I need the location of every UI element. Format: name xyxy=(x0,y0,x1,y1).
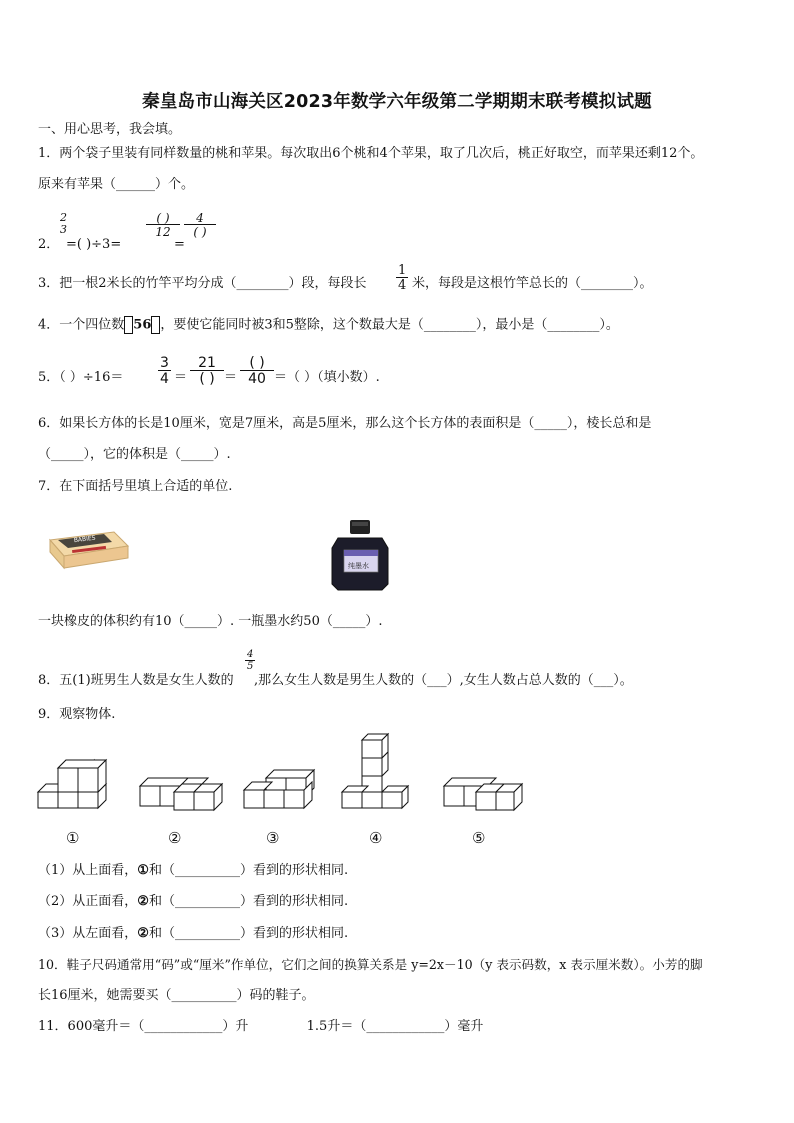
cube-figure-5 xyxy=(444,778,522,810)
question-6-line-1: 6．如果长方体的长是10厘米，宽是7厘米，高是5厘米，那么这个长方体的表面积是（_____），棱长总和是 xyxy=(38,416,652,431)
question-1-line-1: 1．两个袋子里装有同样数量的桃和苹果。每次取出6个桃和4个苹果，取了几次后，桃正好取空，而苹果还剩12个。 xyxy=(38,146,704,161)
eraser-label: BABIES xyxy=(73,534,96,545)
cube-figure-3 xyxy=(244,770,314,808)
question-5-part-1: 5．（ ）÷16＝ xyxy=(38,370,124,385)
section-heading: 一、用心思考，我会填。 xyxy=(38,122,182,137)
figure-label-1: ① xyxy=(66,829,80,847)
question-3-part-1: 3．把一根2米长的竹竿平均分成（________）段，每段长 xyxy=(38,276,367,291)
question-1-line-2: 原来有苹果（______）个。 xyxy=(38,177,195,192)
question-2-fraction-1: 2 3 xyxy=(60,211,67,236)
eraser-image xyxy=(44,526,132,576)
question-4-part-1: 4．一个四位数 xyxy=(38,317,125,333)
ink-bottle-image xyxy=(330,518,390,592)
question-6-line-2: （_____），它的体积是（_____）. xyxy=(38,447,231,462)
cube-figures xyxy=(36,738,526,812)
question-3-fraction: $\frac{1}{4}$ xyxy=(398,263,407,293)
figure-label-2: ② xyxy=(168,829,182,847)
question-10-line-2: 长16厘米，她需要买（__________）码的鞋子。 xyxy=(38,988,315,1003)
digit-box-left xyxy=(124,316,133,334)
question-5-fraction-3: ( ) 40 xyxy=(240,356,274,386)
question-5-part-2: ＝（ ）（填小数）. xyxy=(274,370,380,385)
question-8-part-1: 8．五(1)班男生人数是女生人数的 xyxy=(38,673,234,688)
ink-label: 纯墨水 xyxy=(348,562,369,570)
question-7-line-2: 一块橡皮的体积约有10（_____）. 一瓶墨水约50（_____）. xyxy=(38,614,383,629)
question-2-fraction-3: 4 ( ) xyxy=(184,212,216,238)
figure-label-5: ⑤ xyxy=(472,829,486,847)
question-9-sub-3: （3）从左面看，②和（__________）看到的形状相同. xyxy=(38,926,349,941)
question-8-fraction: $\frac{4}{5}$ xyxy=(247,649,254,672)
question-11-part-2: 1.5升＝（____________）毫升 xyxy=(306,1019,484,1034)
question-9-sub-2: （2）从正面看，②和（__________）看到的形状相同. xyxy=(38,894,349,909)
question-8-part-2: ,那么女生人数是男生人数的（___）,女生人数占总人数的（___）。 xyxy=(254,673,633,688)
question-11 xyxy=(38,1018,483,1036)
cube-figure-2 xyxy=(140,778,222,810)
exam-page: 秦皇岛市山海关区2023年数学六年级第二学期期末联考模拟试题 一、用心思考，我会填。 1．两个袋子里装有同样数量的桃和苹果。每次取出6个桃和4个苹果，取了几次后，桃正好取空，而苹果还剩12个。 原来有苹果（______）个。 2． 2 3 =( )÷3= ( ) 12 = 4 ( ) 3．把一根2米长的竹竿平均分成（________）段，每段长 $\frac{1}{4}$ 米，每段是这根竹竿总长的（________）。 4．一个四位数 56 ，要使它能同时被3和5整除，这个数最大是（________），最小是（________）。 5．（ ）÷16＝ $\frac{3}{4}$ ＝ 21 ( ) ＝ ( ) 40 ＝（ ）（填小数）. 6．如果长方体的长是10厘米，宽是7厘米，高是5厘米，那么这个长方体的表面积是（_____），棱长总和是 （_____），它的体积是（_____）. 7．在下面括号里填上合适的单位. BABIES 纯墨水 一块橡皮的体积约有10（_____）. 一瓶墨水约50（_____）. 8．五(1)班男生人数是女生人数的 $\frac{4}{5}$ ,那么女生人数是男生人数的（___）,女生人数占总人数的（___）。 9．观察物体. ① ② ③ ④ ⑤ （1）从上面看，①和（__________）看到的形状相同. （2）从正面看，②和（__________）看到的形状相同. （3）从左面看，②和（__________）看到的形状相同. 10．鞋子尺码通常用“码”或“厘米”作单位，它们之间的换算关系是 y=2x－10（y 表示码数，x 表示厘米数）。小芳的脚 长16厘米，她需要买（__________）码的鞋子。 11．600毫升＝（____________）升 1.5升＝（____________）毫升 xyxy=(0,0,794,1123)
question-2-equals: = xyxy=(174,237,185,252)
cube-figure-4 xyxy=(342,734,408,808)
cube-figure-1 xyxy=(38,760,106,808)
figure-label-3: ③ xyxy=(266,829,280,847)
question-3-part-2: 米，每段是这根竹竿总长的（________）。 xyxy=(412,276,653,291)
question-7-line-1: 7．在下面括号里填上合适的单位. xyxy=(38,479,233,494)
question-2-number: 2． xyxy=(38,237,60,252)
question-10-line-1: 10．鞋子尺码通常用“码”或“厘米”作单位，它们之间的换算关系是 y=2x－10（y 表示码数，x 表示厘米数）。小芳的脚 xyxy=(38,957,703,972)
figure-label-4: ④ xyxy=(369,829,383,847)
question-2-fraction-2: ( ) 12 xyxy=(146,212,180,238)
question-5-fraction-1: $\frac{3}{4}$ xyxy=(160,355,169,387)
question-5-fraction-2: 21 ( ) xyxy=(190,356,224,386)
question-11-part-1: 11．600毫升＝（____________）升 xyxy=(38,1019,249,1034)
question-4-digits: 56 xyxy=(133,317,152,333)
question-4-part-2: ，要使它能同时被3和5整除，这个数最大是（________），最小是（________）。 xyxy=(160,317,619,333)
question-9-line-1: 9．观察物体. xyxy=(38,707,116,722)
page-title: 秦皇岛市山海关区2023年数学六年级第二学期期末联考模拟试题 xyxy=(142,92,652,112)
question-4 xyxy=(38,316,619,335)
question-9-sub-1: （1）从上面看，①和（__________）看到的形状相同. xyxy=(38,863,349,878)
question-2-middle: =( )÷3= xyxy=(66,237,122,252)
